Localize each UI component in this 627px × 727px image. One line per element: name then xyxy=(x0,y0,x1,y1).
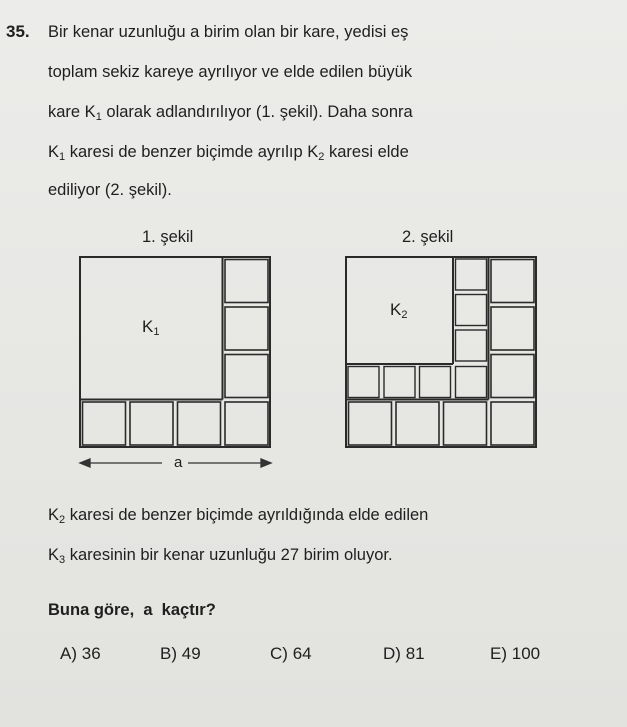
figure1-dimension-label: a xyxy=(174,454,183,471)
question-line-5: ediliyor (2. şekil). xyxy=(48,181,172,199)
figure1-label-k1 xyxy=(142,317,159,338)
option-letter: A) xyxy=(60,644,77,663)
figure1-label-sub: 1 xyxy=(153,326,160,338)
figure2-tiny-square xyxy=(456,330,487,361)
figure1-small-square xyxy=(225,307,268,350)
question-line-3-a: kare K xyxy=(48,103,96,121)
option-value: 100 xyxy=(511,644,541,663)
option-e[interactable] xyxy=(490,644,540,664)
figure2-tiny-square xyxy=(456,295,487,326)
figure1-diagram xyxy=(70,250,290,480)
figure2-outer-square xyxy=(346,257,536,447)
figure2-tiny-square xyxy=(348,367,379,398)
option-letter: B) xyxy=(160,644,177,663)
question-line-3 xyxy=(48,102,413,127)
question-line-1: Bir kenar uzunluğu a birim olan bir kare, yedisi eş xyxy=(48,23,409,41)
option-letter: E) xyxy=(490,644,507,663)
followup-line-1-a: K xyxy=(48,506,60,524)
option-value: 81 xyxy=(405,644,425,663)
question-number: 35. xyxy=(6,22,30,41)
figure2-tiny-square xyxy=(384,367,415,398)
figure1-small-square xyxy=(225,402,268,445)
question-line-4-c: karesi elde xyxy=(324,143,409,161)
figure2-label-k2 xyxy=(390,300,407,321)
option-value: 36 xyxy=(81,644,101,663)
figure1-title: 1. şekil xyxy=(142,228,194,246)
figure2-diagram xyxy=(338,250,548,450)
figure2-tiny-square xyxy=(456,259,487,290)
figure1-small-square xyxy=(225,355,268,398)
figure2-small-square xyxy=(491,355,534,398)
figure1-small-square xyxy=(225,260,268,303)
figure1-label-main: K xyxy=(142,317,154,336)
question-line-4 xyxy=(48,142,409,167)
figure2-tiny-square xyxy=(420,367,451,398)
followup-line-2-a: K xyxy=(48,546,60,564)
figure2-small-square xyxy=(444,402,487,445)
question-line-4-a: K xyxy=(48,143,60,161)
figure2-label-main: K xyxy=(390,300,402,319)
figure2-small-square xyxy=(491,260,534,303)
question-prompt: Buna göre, a kaçtır? xyxy=(48,601,216,619)
figure2-small-square xyxy=(349,402,392,445)
figure2-title: 2. şekil xyxy=(402,228,454,246)
question-line-4-sub2: 2 xyxy=(318,151,325,163)
followup-line-2 xyxy=(48,545,393,570)
arrow-right-icon xyxy=(261,459,271,467)
option-d[interactable] xyxy=(383,644,425,664)
figure2-tiny-square xyxy=(456,367,487,398)
question-line-4-sub1: 1 xyxy=(59,151,66,163)
figure1-outer-square xyxy=(80,257,270,447)
option-letter: C) xyxy=(270,644,288,663)
arrow-left-icon xyxy=(80,459,90,467)
followup-line-2-b: karesinin bir kenar uzunluğu 27 birim oluyor. xyxy=(65,546,393,564)
option-b[interactable] xyxy=(160,644,201,664)
question-line-2: toplam sekiz kareye ayrılıyor ve elde edilen büyük xyxy=(48,63,413,81)
followup-line-1 xyxy=(48,505,428,530)
followup-line-1-b: karesi de benzer biçimde ayrıldığında elde edilen xyxy=(65,506,429,524)
option-c[interactable] xyxy=(270,644,312,664)
question-line-3-sub: 1 xyxy=(95,111,102,123)
followup-line-2-sub: 3 xyxy=(59,554,66,566)
option-letter: D) xyxy=(383,644,401,663)
option-value: 64 xyxy=(292,644,312,663)
figure1-small-square xyxy=(178,402,221,445)
followup-line-1-sub: 2 xyxy=(59,514,66,526)
figure2-label-sub: 2 xyxy=(401,309,408,321)
figure2-small-square xyxy=(396,402,439,445)
option-value: 49 xyxy=(181,644,201,663)
option-a[interactable] xyxy=(60,644,101,664)
figure1-small-square xyxy=(130,402,173,445)
figure2-small-square xyxy=(491,402,534,445)
figure1-small-square xyxy=(83,402,126,445)
question-line-4-b: karesi de benzer biçimde ayrılıp K xyxy=(65,143,319,161)
figure2-small-square xyxy=(491,307,534,350)
question-line-3-b: olarak adlandırılıyor (1. şekil). Daha sonra xyxy=(101,103,413,121)
